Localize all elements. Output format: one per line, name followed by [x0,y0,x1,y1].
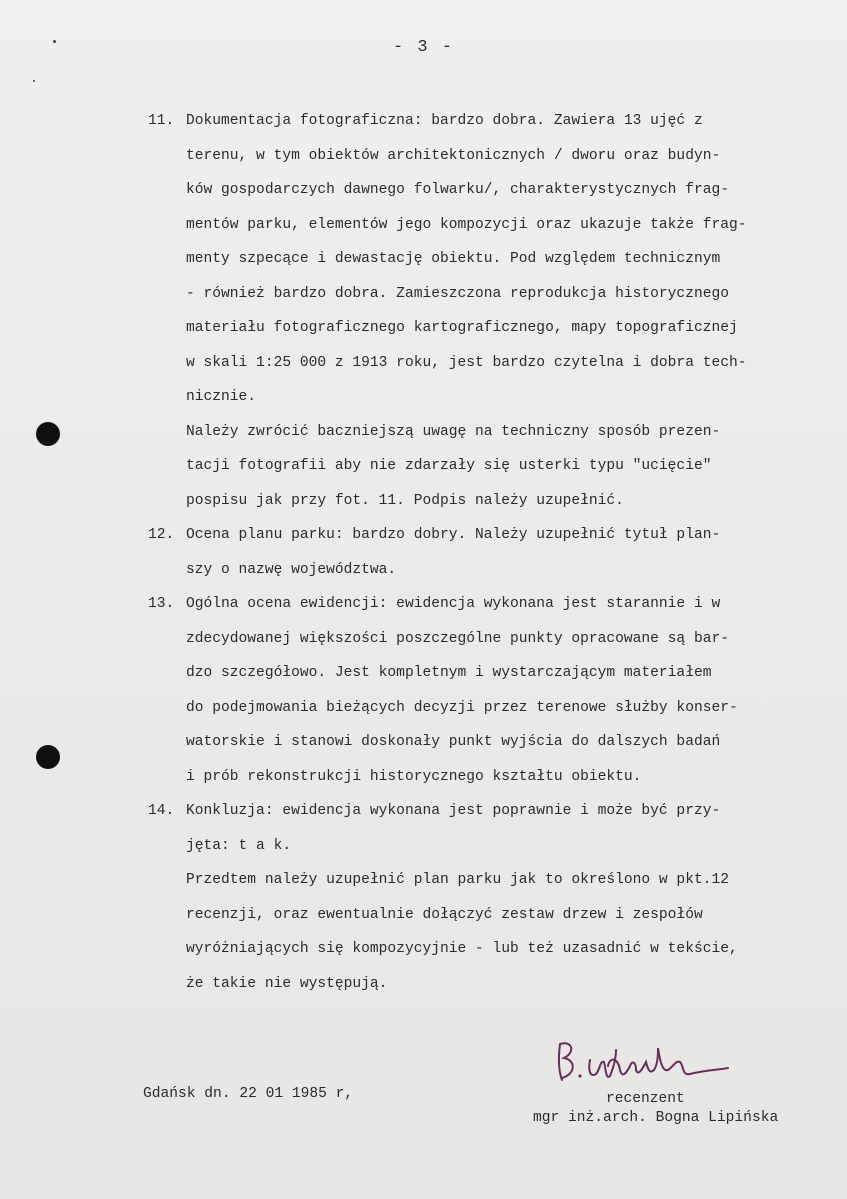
review-body [148,104,838,1001]
handwritten-signature [550,1030,740,1090]
paper-speck [53,40,56,43]
text-line: tacji fotografii aby nie zdarzały się usterki typu "ucięcie" [186,458,712,474]
text-line: Przedtem należy uzupełnić plan parku jak to określono w pkt.12 [186,872,729,888]
text-line: - również bardzo dobra. Zamieszczona reprodukcja historycznego [186,285,729,302]
section-text [186,794,838,1001]
text-line: Należy zwrócić baczniejszą uwagę na techniczny sposób prezen- [186,423,721,440]
text-line: menty szpecące i dewastację obiektu. Pod względem technicznym [186,251,721,267]
text-line: Ogólna ocena ewidencji: ewidencja wykonana jest starannie i w [186,596,721,612]
text-line: że takie nie występują. [186,975,388,992]
text-line: pospisu jak przy fot. 11. Podpis należy uzupełnić. [186,492,624,509]
place-and-date: Gdańsk dn. 22 01 1985 r, [143,1086,354,1102]
punch-hole [36,422,60,446]
section-number: 14. [148,803,175,819]
text-line: i prób rekonstrukcji historycznego kształtu obiektu. [186,768,642,785]
section-number: 11. [148,113,175,129]
text-line: jęta: t a k. [186,837,292,854]
text-line: mentów parku, elementów jego kompozycji oraz ukazuje także frag- [186,216,747,233]
section-text [186,587,838,794]
text-line: Dokumentacja fotograficzna: bardzo dobra. Zawiera 13 ujęć z [186,113,703,129]
text-line: watorskie i stanowi doskonały punkt wyjścia do dalszych badań [186,734,721,750]
text-line: wyróżniających się kompozycyjnie - lub też uzasadnić w tekście, [186,941,738,957]
text-line: dzo szczegółowo. Jest kompletnym i wystarczającym materiałem [186,665,712,681]
section-14 [148,794,838,1001]
section-12 [148,518,838,587]
section-11 [148,104,838,518]
text-line: terenu, w tym obiektów architektonicznych / dworu oraz budyn- [186,147,721,164]
text-line: Ocena planu parku: bardzo dobry. Należy uzupełnić tytuł plan- [186,527,721,543]
text-line: materiału fotograficznego kartograficznego, mapy topograficznej [186,320,738,336]
text-line: Konkluzja: ewidencja wykonana jest poprawnie i może być przy- [186,803,721,819]
text-line: w skali 1:25 000 z 1913 roku, jest bardzo czytelna i dobra tech- [186,354,747,371]
section-number: 12. [148,527,175,543]
text-line: szy o nazwę województwa. [186,561,397,578]
section-13 [148,587,838,794]
reviewer-name: mgr inż.arch. Bogna Lipińska [533,1110,779,1126]
page-number: - 3 - [392,38,454,57]
paper-speck [33,80,35,82]
text-line: zdecydowanej większości poszczególne punkty opracowane są bar- [186,630,729,647]
text-line: nicznie. [186,389,257,405]
section-text [186,104,838,518]
section-number: 13. [148,596,175,612]
text-line: recenzji, oraz ewentualnie dołączyć zestaw drzew i zespołów [186,906,703,923]
reviewer-role: recenzent [606,1091,685,1107]
text-line: do podejmowania bieżących decyzji przez terenowe służby konser- [186,699,738,716]
section-text [186,518,838,587]
text-line: ków gospodarczych dawnego folwarku/, charakterystycznych frag- [186,182,729,198]
punch-hole [36,745,60,769]
